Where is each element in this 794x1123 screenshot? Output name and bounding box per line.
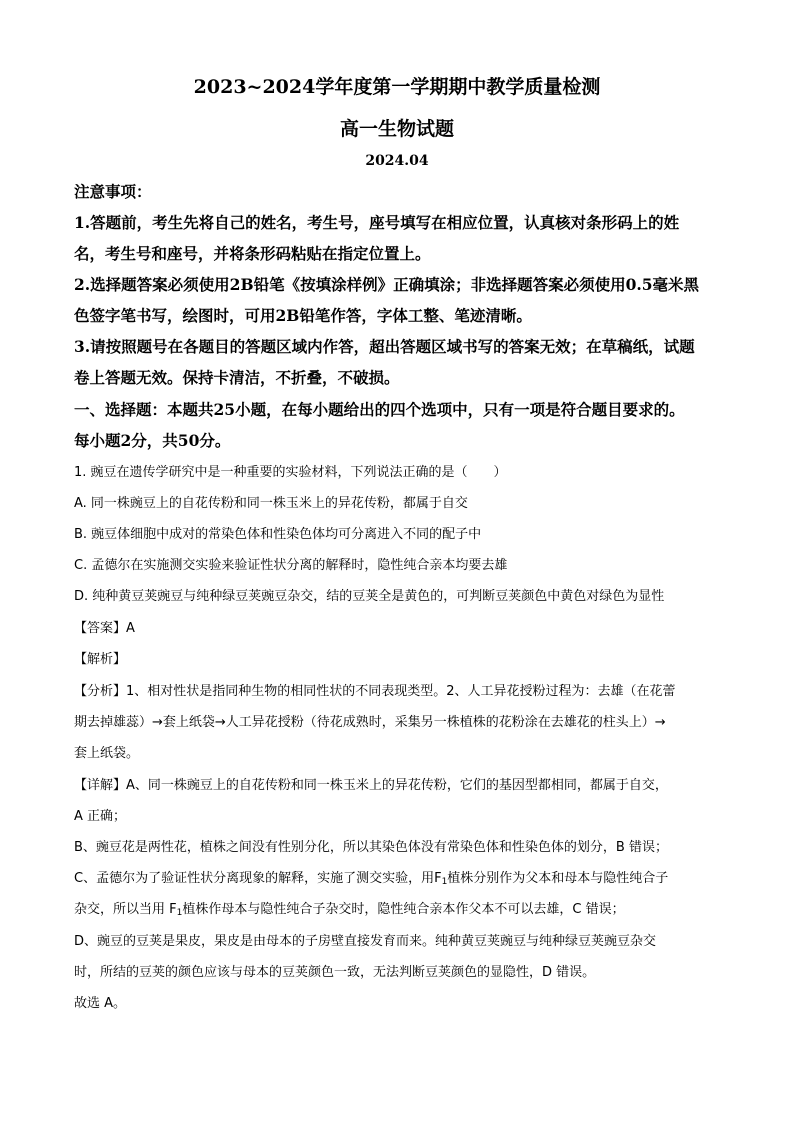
notice-item-1-line-2: 名，考生号和座号，并将条形码粘贴在指定位置上。: [74, 244, 431, 263]
section-heading-line-1: 一、选择题：本题共25小题，在每小题给出的四个选项中，只有一项是符合题目要求的。: [74, 400, 685, 419]
analysis-line-3: 套上纸袋。: [74, 746, 140, 761]
detail-c2-pre: 杂交，所以当用 F: [74, 902, 177, 917]
detail-c1-pre: C、孟德尔为了验证性状分离现象的解释，实施了测交实验，用F: [74, 871, 442, 886]
detail-c2-sub: 1: [176, 908, 183, 918]
notice-item-1-line-1: 1.答题前，考生先将自己的姓名，考生号，座号填写在相应位置，认真核对条形码上的姓: [74, 213, 680, 232]
answer-label: 【答案】: [74, 621, 127, 636]
question-1-option-b: B. 豌豆体细胞中成对的常染色体和性染色体均可分离进入不同的配子中: [74, 527, 482, 542]
question-1-option-a: A. 同一株豌豆上的自花传粉和同一株玉米上的异花传粉，都属于自交: [74, 496, 468, 511]
detail-line-2: A 正确；: [74, 809, 127, 824]
question-1-stem: 1. 豌豆在遗传学研究中是一种重要的实验材料，下列说法正确的是（ ）: [74, 465, 507, 480]
detail-line-c2: [74, 898, 625, 918]
answer-value: A: [126, 621, 135, 636]
conclusion: 故选 A。: [74, 996, 127, 1011]
analysis-line-2: 期去掉雄蕊）→套上纸袋→人工异花授粉（待花成熟时，采集另一株植株的花粉涂在去雄花的柱头上）→: [74, 715, 666, 730]
notice-item-3-line-1: 3.请按照题号在各题目的答题区域内作答，超出答题区域书写的答案无效；在草稿纸，试题: [74, 337, 695, 356]
detail-c2-post: 植株作母本与隐性纯合子杂交时，隐性纯合亲本作父本不可以去雄，C 错误；: [182, 902, 625, 917]
exam-title: 2023~2024学年度第一学期期中教学质量检测: [193, 76, 601, 98]
detail-c1-post: 植株分别作为父本和母本与隐性纯合子: [447, 871, 669, 886]
detail-line-3: B、豌豆花是两性花，植株之间没有性别分化，所以其染色体没有常染色体和性染色体的划分，B 错误；: [74, 840, 668, 855]
question-1-option-d: D. 纯种黄豆荚豌豆与纯种绿豆荚豌豆杂交，结的豆荚全是黄色的，可判断豆荚颜色中黄色对绿色为显性: [74, 589, 665, 604]
answer-line: [74, 617, 135, 636]
notice-item-2-line-2: 色签字笔书写，绘图时，可用2B铅笔作答，字体工整、笔迹清晰。: [74, 306, 532, 325]
analysis-line-1: 【分析】1、相对性状是指同种生物的相同性状的不同表现类型。2、人工异花授粉过程为：去雄（在花蕾: [74, 684, 676, 699]
notice-item-2-line-1: 2.选择题答案必须使用2B铅笔《按填涂样例》正确填涂；非选择题答案必须使用0.5毫米黑: [74, 275, 700, 294]
exam-date: 2024.04: [365, 153, 429, 169]
section-heading-line-2: 每小题2分，共50分。: [74, 431, 231, 450]
notice-heading: 注意事项：: [74, 182, 152, 201]
detail-line-c1: [74, 867, 668, 887]
notice-item-3-line-2: 卷上答题无效。保持卡清洁，不折叠，不破损。: [74, 368, 400, 387]
detail-line-1: 【详解】A、同一株豌豆上的自花传粉和同一株玉米上的异花传粉，它们的基因型都相同，都属于自交，: [74, 778, 668, 793]
question-1-option-c: C. 孟德尔在实施测交实验来验证性状分离的解释时，隐性纯合亲本均要去雄: [74, 558, 508, 573]
detail-line-d2: 时，所结的豆荚的颜色应该与母本的豆荚颜色一致，无法判断豆荚颜色的显隐性，D 错误。: [74, 965, 596, 980]
detail-line-d1: D、豌豆的豆荚是果皮，果皮是由母本的子房壁直接发育而来。纯种黄豆荚豌豆与纯种绿豆荚豌豆杂交: [74, 934, 657, 949]
exam-subtitle: 高一生物试题: [339, 118, 454, 140]
detail-c1-sub: 1: [441, 877, 448, 887]
analysis-label: 【解析】: [74, 652, 127, 667]
